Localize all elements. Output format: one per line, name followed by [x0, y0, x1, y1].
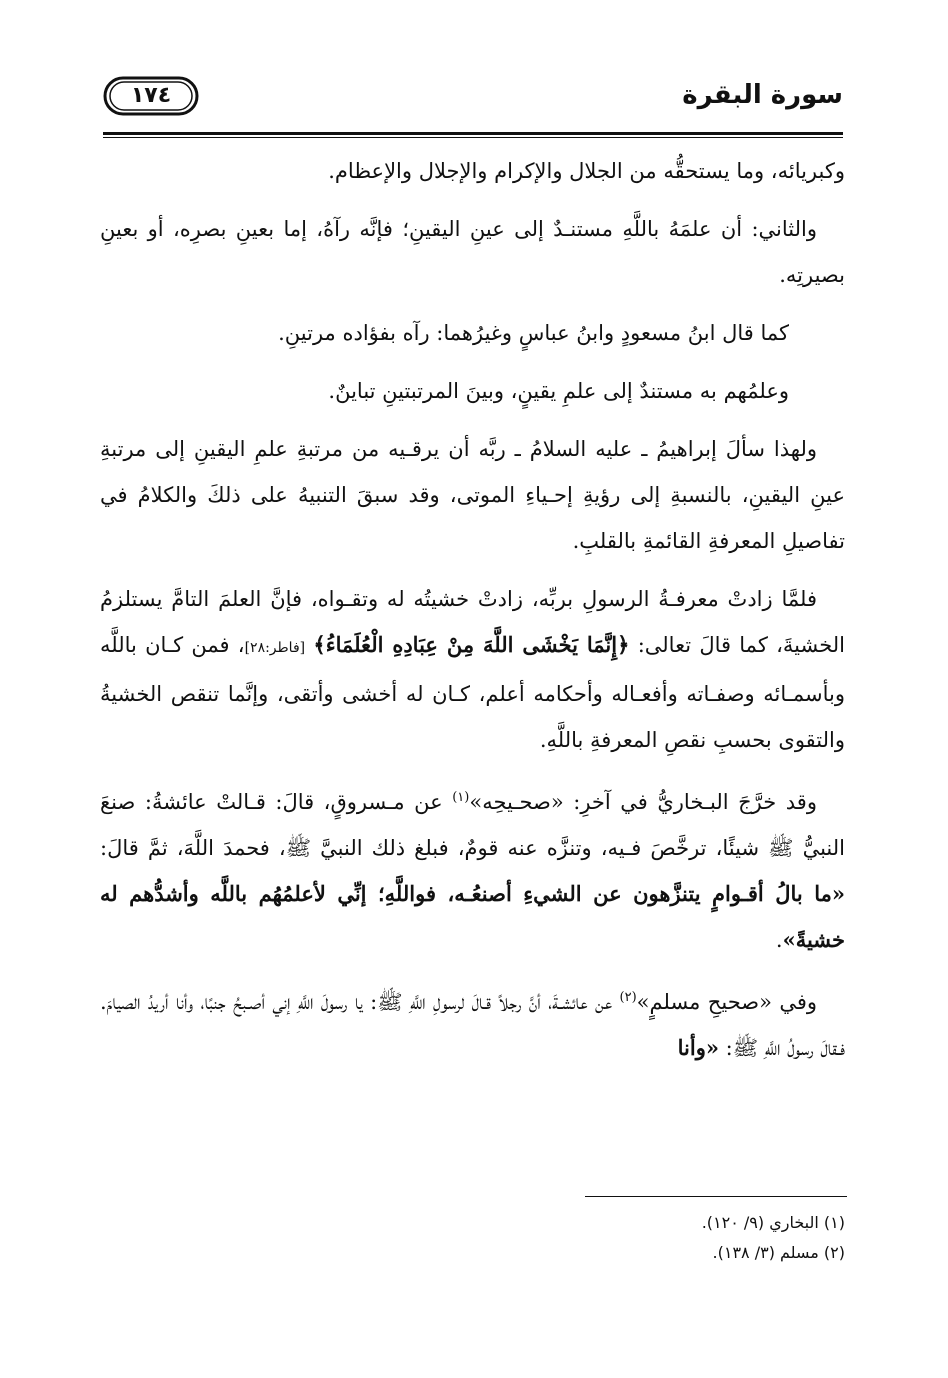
page-number: ١٧٤ — [130, 83, 172, 108]
paragraph-text: فلمَّا زادتْ معرفـةُ الرسولِ بربِّه، زادتْ خشيتُه له وتقـواه، فإنَّ العلمَ التامَّ يستلزمُ الخشيةَ، كما قالَ تعالى: — [100, 587, 845, 657]
paragraph-text: عن عائشـةَ، أنَّ رجلاً قـالَ لرسولِ اللَّهِ ﷺ: يا رسولَ اللَّهِ إني أصـبحُ جنبًا، وأنا أريدُ الصيامَ. فـقالَ رسولُ اللَّهِ ﷺ: — [100, 990, 845, 1060]
main-text — [100, 148, 845, 1083]
paragraph-text: عن مـسروقٍ، قالَ: قـالتْ عائشةُ: صنعَ النبيُّ ﷺ شيئًا، ترخَّصَ فـيه، وتنزَّه عنه قومٌ، فبلغ ذلك النبيَّ ﷺ، فحمدَ اللَّهَ، ثمَّ قالَ: — [100, 790, 845, 860]
header-divider — [103, 132, 843, 135]
header-divider-thin — [103, 137, 843, 138]
paragraph — [100, 576, 845, 763]
page-header — [103, 70, 843, 132]
verse-reference: [فاطر:٢٨] — [244, 640, 306, 656]
footnote: (١) البخاري (٩/ ١٢٠). — [701, 1213, 845, 1232]
page-number-badge — [103, 76, 199, 116]
paragraph: وكبريائه، وما يستحقُّه من الجلال والإكرام والإجلال والإعظام. — [328, 159, 845, 183]
surah-title: سورة البقرة — [682, 80, 843, 110]
footnotes — [400, 1208, 845, 1268]
footnote-marker[interactable]: (١) — [452, 790, 470, 805]
paragraph: ولهذا سألَ إبراهيمُ ـ عليه السلامُ ـ ربَّه أن يرقـيه من مرتبةِ علمِ اليقينِ إلى مرتبةِ عينِ اليقينِ، بالنسبةِ إلى رؤيةِ إحـياءِ الموتى، وقد سبقَ التنبيهُ على ذلكَ والكلامُ في تفاصيلِ المعرفةِ القائمةِ بالقلبِ. — [100, 437, 845, 553]
paragraph — [100, 775, 845, 963]
paragraph-text: وفي «صحيحِ مسلمٍ» — [636, 990, 817, 1014]
paragraph: كما قال ابنُ مسعودٍ وابنُ عباسٍ وغيرُهما: رآه بفؤاده مرتينِ. — [278, 321, 789, 345]
footnote-marker[interactable]: (٢) — [619, 990, 637, 1005]
hadith-quote: «وأنا — [677, 1035, 719, 1060]
paragraph: وعلمُهم به مستندٌ إلى علمِ يقينٍ، وبينَ المرتبتينِ تباينٌ. — [328, 379, 789, 403]
paragraph-text: ، فمن كـان باللَّه وبأسمـائه وصفـاته وأفعـاله وأحكامه أعلم، كـان له أخشى وأتقى، وإنَّما تنقص الخشيةُ والتقوى بحسبِ نقصِ المعرفةِ باللَّهِ. — [100, 633, 845, 752]
paragraph-text: . — [775, 928, 783, 952]
paragraph-text: وقد خرَّجَ البـخاريُّ في آخرِ: «صحـيحِه» — [469, 790, 817, 814]
footnote-divider — [585, 1196, 847, 1197]
hadith-quote: «ما بالُ أقـوامٍ يتنزَّهون عن الشيءِ أصنعُـه، فواللَّهِ؛ إنِّي لأعلمُهُم باللَّه وأشدُّهم له خشيةً» — [100, 881, 845, 952]
paragraph — [100, 975, 845, 1071]
paragraph: والثاني: أن علمَهُ باللَّهِ مستنـدٌ إلى عينِ اليقينِ؛ فإنَّه رآهُ، إما بعينِ بصرِه، أو بعينِ بصيرتِه. — [100, 217, 845, 287]
quran-verse: ﴿إِنَّمَا يَخْشَى اللَّهَ مِنْ عِبَادِهِ الْعُلَمَاءُ﴾ — [313, 632, 630, 657]
footnote: (٢) مسلم (٣/ ١٣٨). — [712, 1243, 845, 1262]
